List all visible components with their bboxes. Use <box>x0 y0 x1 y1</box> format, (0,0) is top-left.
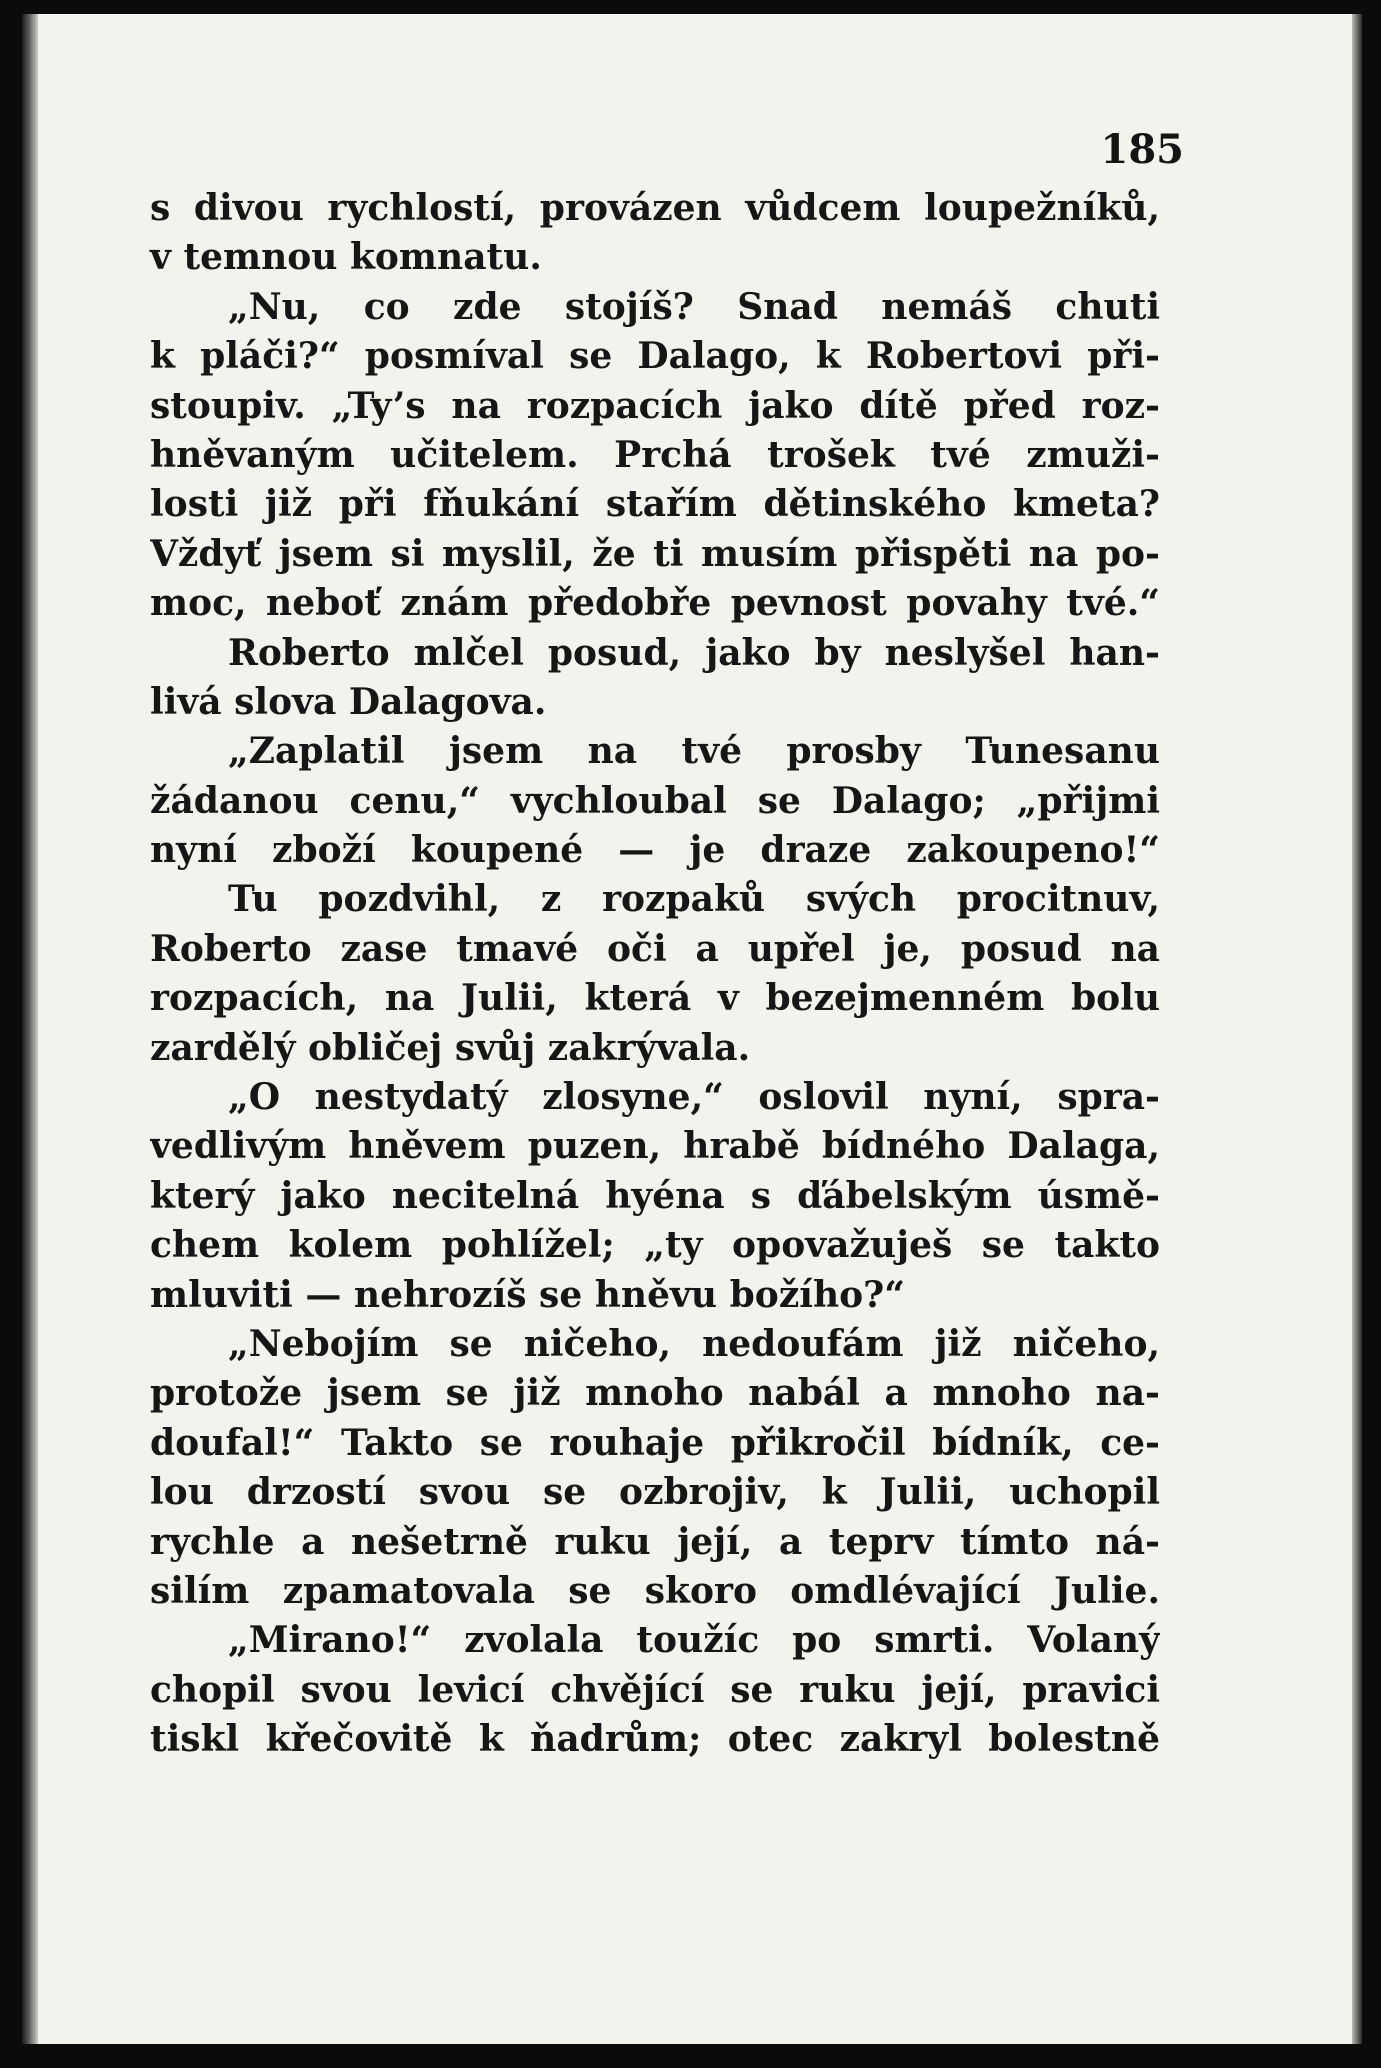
text-line: mluviti — nehrozíš se hněvu božího?“ <box>150 1273 905 1316</box>
book-page <box>22 14 1362 2044</box>
text-line: Roberto zase tmavé oči a upřel je, posud na <box>150 927 1160 970</box>
page-left-edge <box>22 14 38 2044</box>
text-line: chopil svou levicí chvějící se ruku její, pravici <box>150 1668 1160 1711</box>
text-line: Roberto mlčel posud, jako by neslyšel han- <box>228 631 1160 674</box>
text-line: livá slova Dalagova. <box>150 680 547 723</box>
page-number: 185 <box>1100 126 1184 173</box>
text-line: „Zaplatil jsem na tvé prosby Tunesanu <box>228 730 1160 773</box>
text-line: moc, neboť znám předobře pevnost povahy tvé.“ <box>150 582 1160 625</box>
text-line: vedlivým hněvem puzen, hrabě bídného Dalaga, <box>150 1125 1160 1168</box>
text-line: chem kolem pohlížel; „ty opovažuješ se takto <box>150 1224 1160 1267</box>
text-line: rychle a nešetrně ruku její, a teprv tímto ná- <box>150 1520 1160 1563</box>
text-line: losti již při fňukání stařím dětinského kmeta? <box>150 483 1160 526</box>
text-line: „O nestydatý zlosyne,“ oslovil nyní, spra- <box>228 1076 1160 1119</box>
text-line: nyní zboží koupené — je draze zakoupeno!“ <box>150 829 1160 872</box>
text-line: lou drzostí svou se ozbrojiv, k Julii, uchopil <box>150 1471 1160 1514</box>
text-line: Vždyť jsem si myslil, že ti musím přispěti na po- <box>150 532 1160 575</box>
text-line: protože jsem se již mnoho nabál a mnoho na- <box>150 1372 1160 1415</box>
text-line: doufal!“ Takto se rouhaje přikročil bídník, ce- <box>150 1421 1160 1464</box>
text-line: „Nu, co zde stojíš? Snad nemáš chuti <box>228 285 1160 328</box>
text-line: žádanou cenu,“ vychloubal se Dalago; „přijmi <box>150 779 1160 822</box>
page-right-edge <box>1352 14 1362 2044</box>
text-line: zardělý obličej svůj zakrývala. <box>150 1026 751 1069</box>
text-line: s divou rychlostí, provázen vůdcem loupežníků, <box>150 187 1160 229</box>
text-line: stoupiv. „Ty’s na rozpacích jako dítě před roz- <box>150 384 1160 427</box>
text-line: který jako necitelná hyéna s ďábelským úsmě- <box>150 1174 1160 1217</box>
text-line: silím zpamatovala se skoro omdlévající Julie. <box>150 1569 1160 1612</box>
text-line: Tu pozdvihl, z rozpaků svých procitnuv, <box>228 878 1160 921</box>
text-line: k pláči?“ posmíval se Dalago, k Robertovi při- <box>150 335 1160 378</box>
text-line: hněvaným učitelem. Prchá trošek tvé zmuži- <box>150 433 1160 476</box>
text-line: v temnou komnatu. <box>150 236 542 279</box>
text-line: tiskl křečovitě k ňadrům; otec zakryl bolestně <box>150 1718 1160 1761</box>
text-line: rozpacích, na Julii, která v bezejmenném bolu <box>150 977 1160 1020</box>
text-line: „Mirano!“ zvolala toužíc po smrti. Volaný <box>228 1619 1160 1662</box>
body-text <box>150 184 1160 1765</box>
text-line: „Nebojím se ničeho, nedoufám již ničeho, <box>228 1322 1160 1365</box>
